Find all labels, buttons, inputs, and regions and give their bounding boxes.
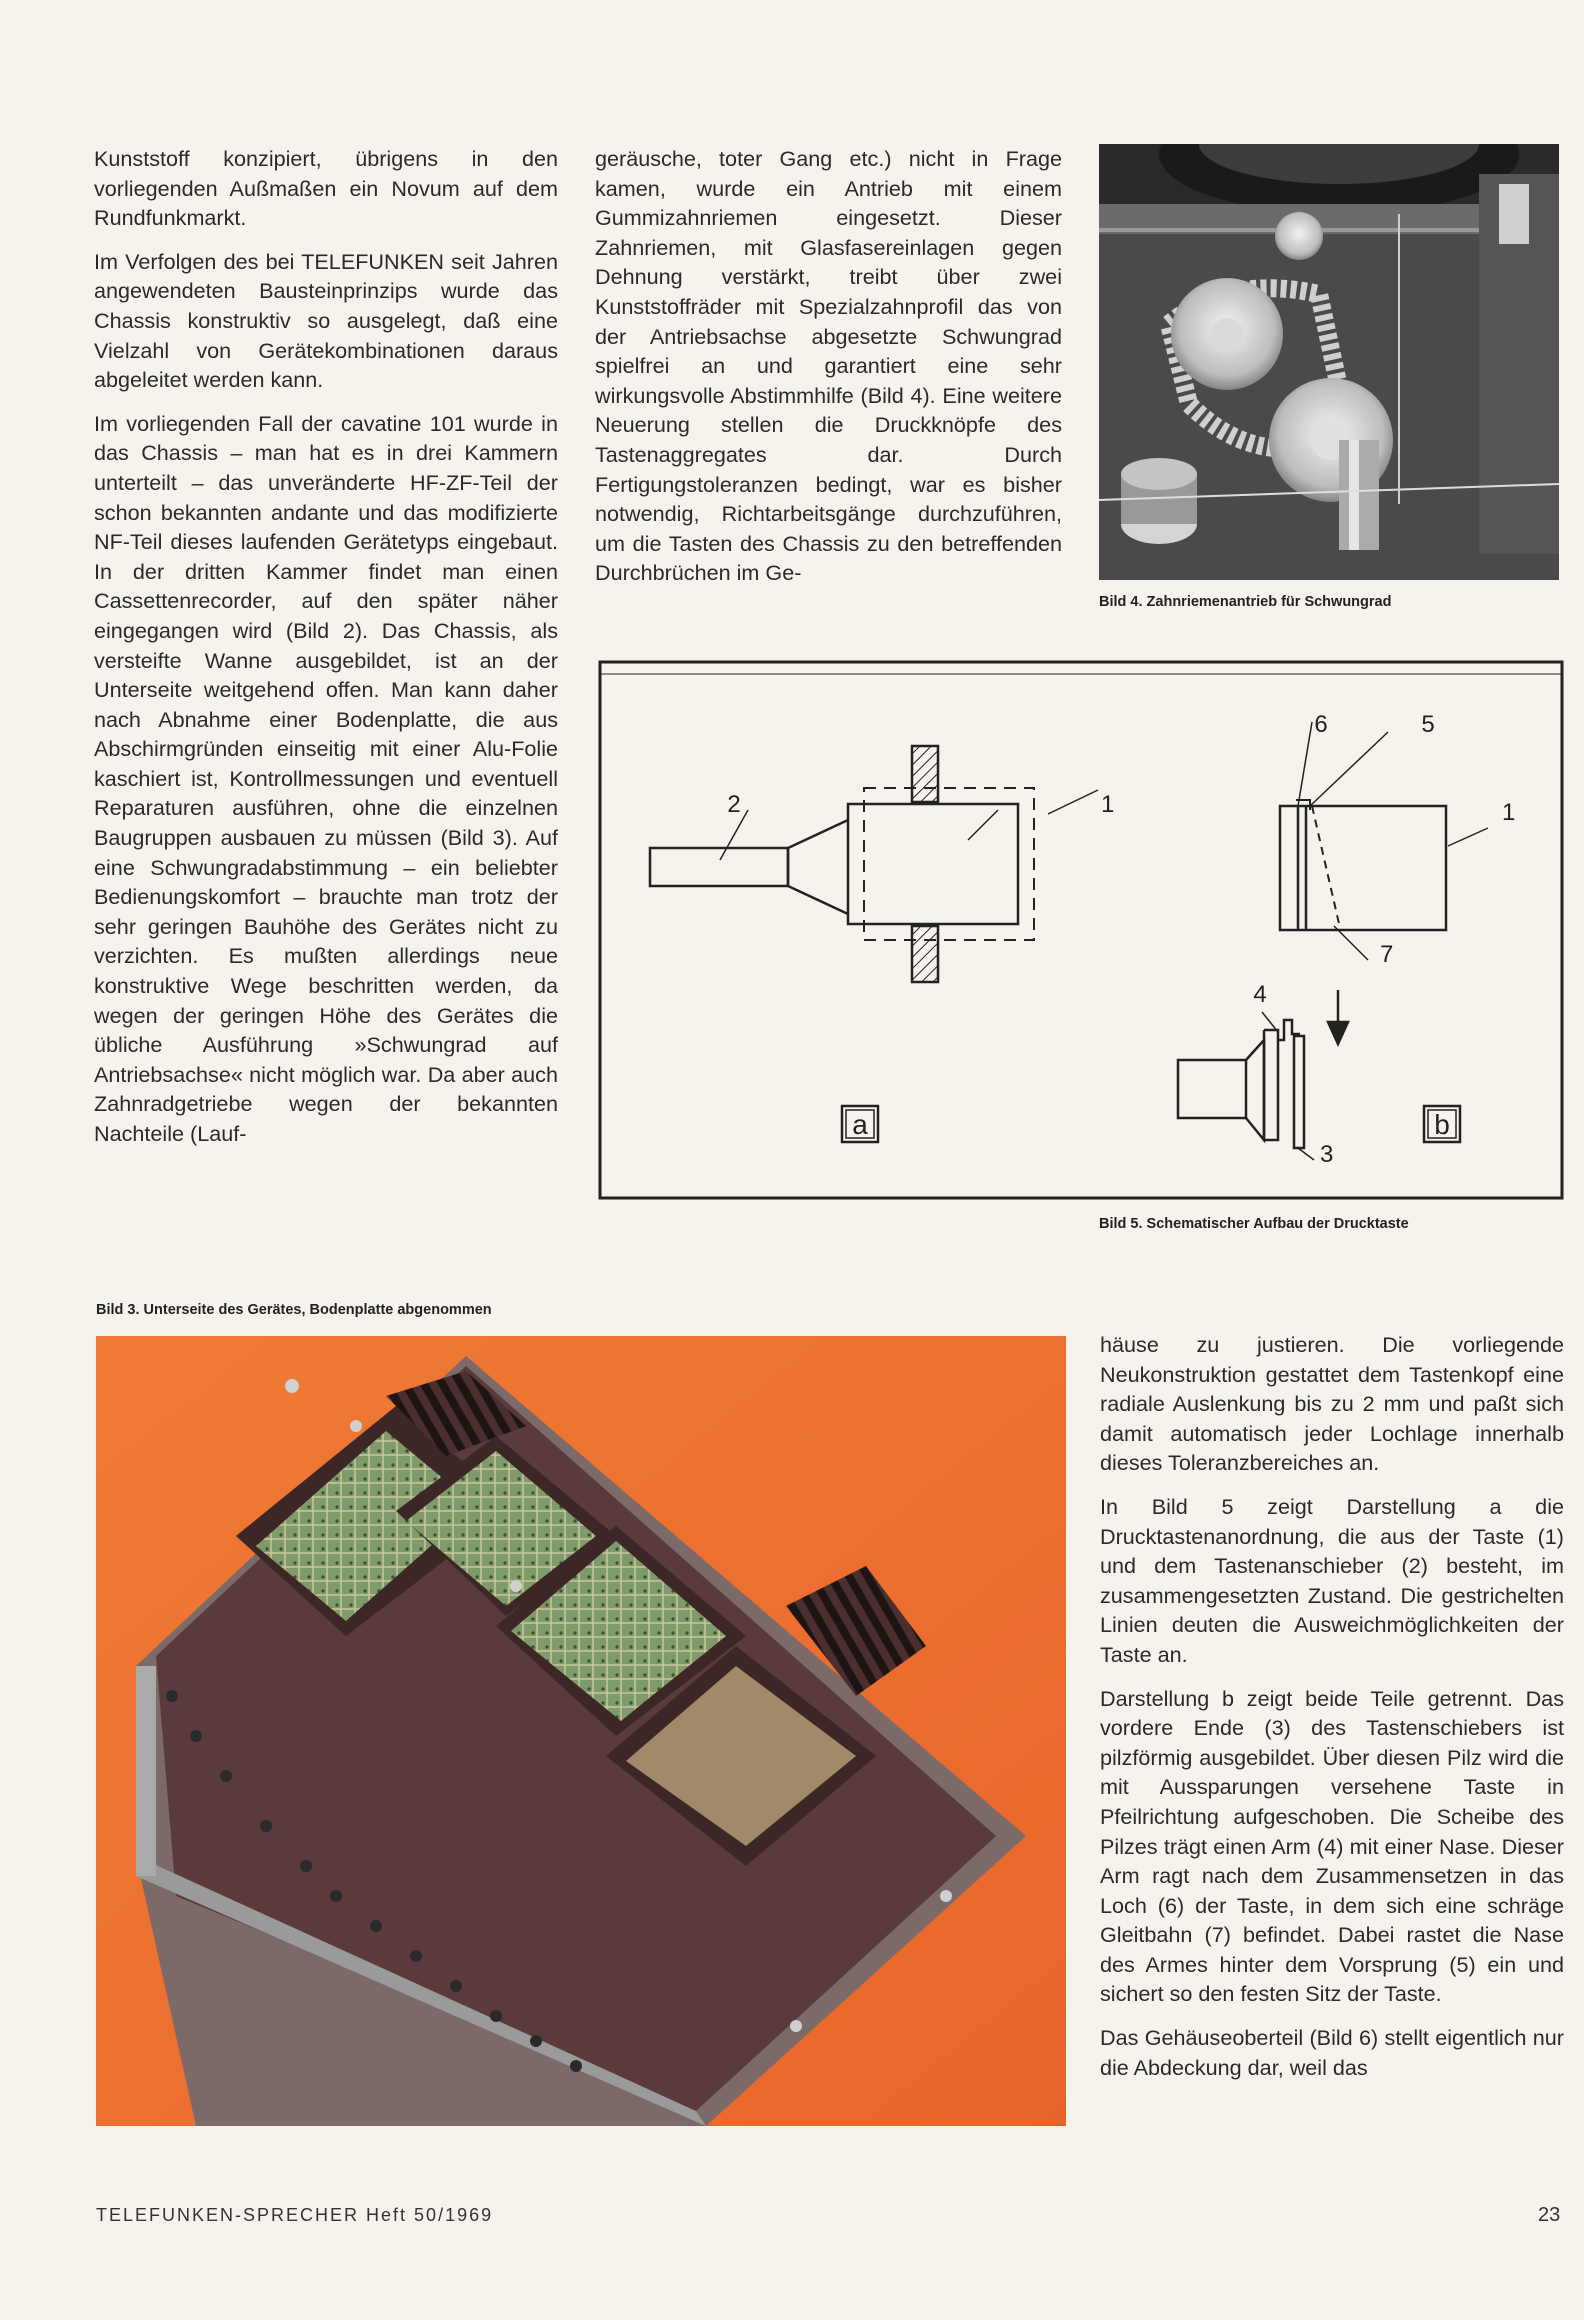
page-number: 23 — [1538, 2204, 1561, 2226]
caption-bild4: Bild 4. Zahnriemenantrieb für Schwungrad — [1099, 594, 1392, 610]
flywheel-belt-photo — [1099, 144, 1559, 580]
label-6: 6 — [1314, 711, 1328, 738]
panel-a-letter: a — [852, 1109, 868, 1140]
push-button-diagram — [598, 660, 1564, 1200]
paragraph: Im vorliegenden Fall der cavatine 101 wurde in das Chassis – man hat es in drei Kammern unterteilt – das unveränderte HF-ZF-Teil der schon bekannten andante und das modifizierte NF-Teil dieses laufenden Gerätetyps eingebaut. In der dritten Kammer findet man einen Cassettenrecorder, auf den später näher eingegangen wird (Bild 2). Das Chassis, als versteifte Wanne ausgebildet, ist an der Unterseite weitgehend offen. Man kann daher nach Abnahme einer Bodenplatte, die aus Abschirmgründen einseitig mit einer Alu-Folie kaschiert ist, Kontrollmessungen und eventuell Reparaturen ausführen, ohne die einzelnen Baugruppen ausbauen zu müssen (Bild 3). Auf eine Schwungradabstimmung – ein beliebter Bedienungskomfort – brauchte man trotz der sehr geringen Bauhöhe des Gerätes nicht zu verzichten. Es mußten allerdings neue konstruktive Wege beschritten werden, da wegen der geringen Höhe des Gerätes die übliche Ausführung »Schwungrad auf Antriebsachse« nicht möglich war. Da aber auch Zahnradgetriebe wegen der bekannten Nachteile (Lauf- — [94, 410, 558, 1146]
label-4: 4 — [1253, 981, 1267, 1008]
paragraph: Das Gehäuseoberteil (Bild 6) stellt eigentlich nur die Abdeckung dar, weil das — [1100, 2025, 1564, 2080]
caption-bild3: Bild 3. Unterseite des Gerätes, Bodenplatte abgenommen — [96, 1302, 492, 1318]
label-3: 3 — [1320, 1141, 1334, 1168]
text-column-middle — [595, 144, 1062, 602]
panel-b — [1178, 722, 1488, 1160]
push-button-schematic — [598, 660, 1564, 1200]
paragraph: Darstellung b zeigt beide Teile getrennt. Das vordere Ende (3) des Tastenschiebers ist pilzförmig ausgebildet. Über diesen Pilz wird die mit Aussparungen versehene Taste in Pfeilrichtung aufgeschoben. Die Scheibe des Pilzes trägt einen Arm (4) mit einer Nase. Dieser Arm ragt nach dem Zusammensetzen in das Loch (6) der Taste, in dem sich eine schräge Gleitbahn (7) befindet. Dabei rastet die Nase des Armes hinter dem Vorsprung (5) ein und sichert so den festen Sitz der Taste. — [1100, 1685, 1564, 2007]
paragraph: Im Verfolgen des bei TELEFUNKEN seit Jahren angewendeten Bausteinprinzips wurde das Chassis konstruktiv so ausgelegt, daß eine Vielzahl von Gerätekombinationen daraus abgeleitet werden kann. — [94, 248, 558, 393]
text-column-left — [94, 144, 558, 1163]
panel-a — [650, 746, 1098, 982]
caption-bild5: Bild 5. Schematischer Aufbau der Drucktaste — [1099, 1216, 1409, 1232]
chassis-underside-image — [96, 1336, 1066, 2126]
label-1a: 1 — [1101, 791, 1115, 818]
label-1b: 1 — [1502, 799, 1516, 826]
label-5: 5 — [1421, 711, 1435, 738]
paragraph: häuse zu justieren. Die vorliegende Neukonstruktion gestattet dem Tastenkopf eine radiale Auslenkung bis zu 2 mm und paßt sich damit automatisch jeder Lochlage innerhalb dieses Toleranzbereiches an. — [1100, 1332, 1564, 1476]
paragraph: Kunststoff konzipiert, übrigens in den vorliegenden Außmaßen ein Novum auf dem Rundfunkmarkt. — [94, 146, 558, 231]
label-2: 2 — [727, 791, 741, 818]
paragraph: In Bild 5 zeigt Darstellung a die Drucktastenanordnung, die aus der Taste (1) und dem Tastenanschieber (2) besteht, im zusammengesetzten Zustand. Die gestrichelten Linien deuten die Ausweichmöglichkeiten der Taste an. — [1100, 1493, 1564, 1667]
flywheel-belt-image — [1099, 144, 1559, 580]
chassis-underside-photo — [96, 1336, 1066, 2126]
label-7: 7 — [1380, 941, 1394, 968]
panel-b-letter: b — [1434, 1109, 1450, 1140]
paragraph: geräusche, toter Gang etc.) nicht in Frage kamen, wurde ein Antrieb mit einem Gummizahnriemen eingesetzt. Dieser Zahnriemen, mit Glasfasereinlagen gegen Dehnung verstärkt, treibt über zwei Kunststoffräder mit Spezialzahnprofil das von der Antriebsachse abgesetzte Schwungrad spielfrei an und garantiert eine sehr wirkungsvolle Abstimmhilfe (Bild 4). Eine weitere Neuerung stellen die Druckknöpfe des Tastenaggregates dar. Durch Fertigungstoleranzen bedingt, war es bisher notwendig, Richtarbeitsgänge durchzuführen, um die Tasten des Chassis zu den betreffenden Durchbrüchen im Ge- — [595, 146, 1062, 586]
text-column-right — [1100, 1330, 1564, 2096]
footer-publication: TELEFUNKEN-SPRECHER Heft 50/1969 — [96, 2205, 494, 2225]
